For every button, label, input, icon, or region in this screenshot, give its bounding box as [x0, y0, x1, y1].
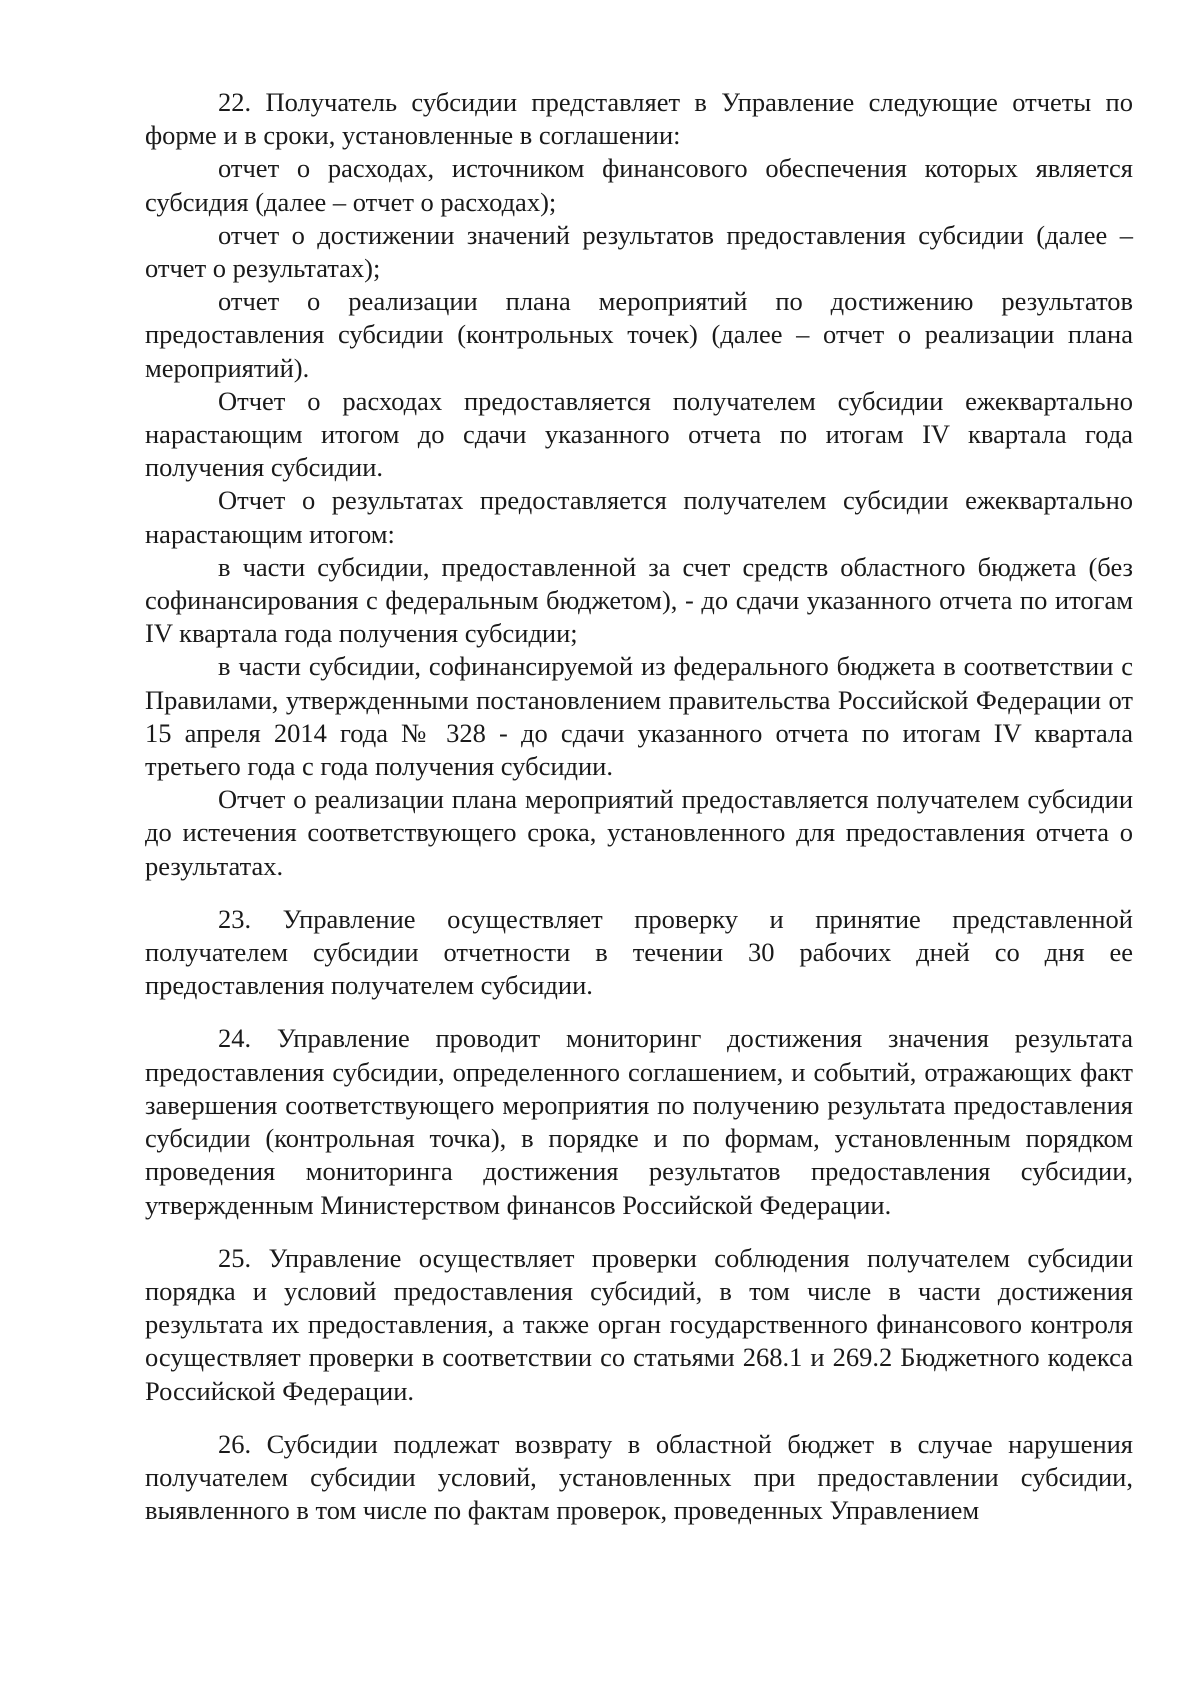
paragraph-25: 25. Управление осуществляет проверки соблюдения получателем субсидии порядка и условий предоставления субсидий, в том числе в части достижения результата их предоставления, а также орган государственного финансового контроля осуществляет проверки в соответствии со статьями 268.1 и 269.2 Бюджетного кодекса Российской Федерации. — [145, 1242, 1133, 1406]
paragraph-22: 22. Получатель субсидии представляет в Управление следующие отчеты по форме и в сроки, установленные в соглашении: — [145, 87, 1133, 151]
paragraph-report-plan: отчет о реализации плана мероприятий по достижению результатов предоставления субсидии (контрольных точек) (далее – отчет о реализации плана мероприятий). — [145, 286, 1133, 383]
paragraph-expenses-schedule: Отчет о расходах предоставляется получателем субсидии ежеквартально нарастающим итогом до сдачи указанного отчета по итогам IV квартала года получения субсидии. — [145, 385, 1133, 483]
paragraph-report-results: отчет о достижении значений результатов предоставления субсидии (далее – отчет о результатах); — [145, 219, 1133, 284]
paragraph-results-schedule: Отчет о результатах предоставляется получателем субсидии ежеквартально нарастающим итогом: — [145, 485, 1133, 549]
paragraph-federal-budget-part: в части субсидии, софинансируемой из федерального бюджета в соответствии с Правилами, утвержденными постановлением правительства Российской Федерации от 15 апреля 2014 года № 328 - до сдачи указанного отчета по итогам IV квартала третьего года с года получения субсидии. — [145, 651, 1133, 782]
paragraph-24: 24. Управление проводит мониторинг достижения значения результата предоставления субсидии, определенного соглашением, и событий, отражающих факт завершения соответствующего мероприятия по получению результата предоставления субсидии (контрольная точка), в порядке и по формам, установленным порядком проведения мониторинга достижения результатов предоставления субсидии, утвержденным Министерством финансов Российской Федерации. — [145, 1023, 1133, 1220]
document-text — [145, 86, 1133, 1527]
paragraph-report-expenses: отчет о расходах, источником финансового обеспечения которых является субсидия (далее – отчет о расходах); — [145, 153, 1133, 217]
paragraph-26: 26. Субсидии подлежат возврату в областной бюджет в случае нарушения получателем субсидии условий, установленных при предоставлении субсидии, выявленного в том числе по фактам проверок, проведенных Управлением — [145, 1428, 1133, 1526]
paragraph-plan-schedule: Отчет о реализации плана мероприятий предоставляется получателем субсидии до истечения соответствующего срока, установленного для предоставления отчета о результатах. — [145, 784, 1133, 881]
paragraph-23: 23. Управление осуществляет проверку и принятие представленной получателем субсидии отчетности в течении 30 рабочих дней со дня ее предоставления получателем субсидии. — [145, 903, 1133, 1001]
paragraph-regional-budget-part: в части субсидии, предоставленной за счет средств областного бюджета (без софинансирования с федеральным бюджетом), - до сдачи указанного отчета по итогам IV квартала года получения субсидии; — [145, 551, 1133, 649]
